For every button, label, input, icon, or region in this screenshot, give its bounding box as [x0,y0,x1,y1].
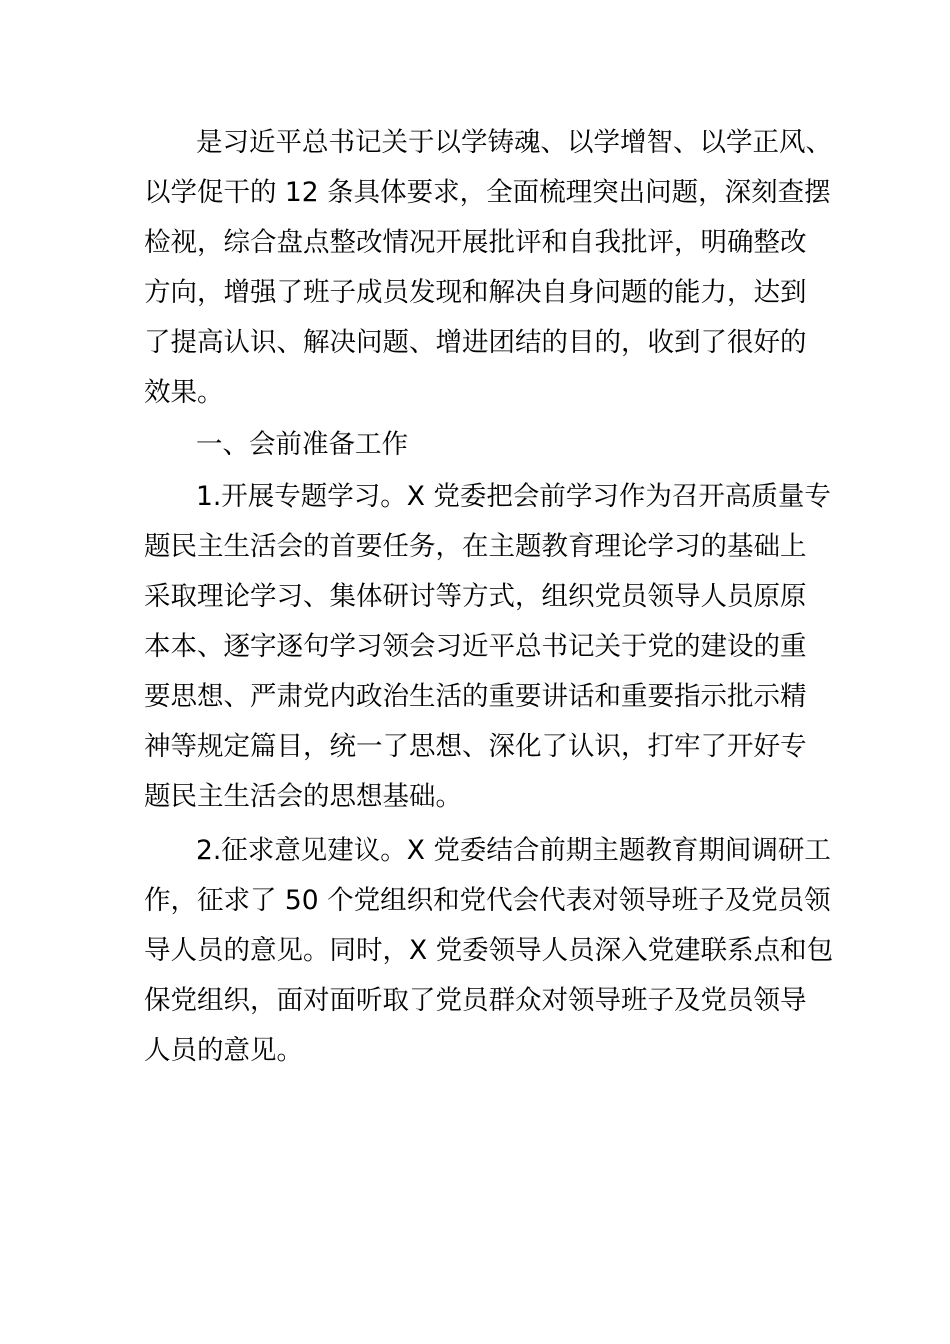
text-line: 检视，综合盘点整改情况开展批评和自我批评，明确整改 [144,227,807,258]
text-line: 以学促干的 12 条具体要求，全面梳理突出问题，深刻查摆 [144,177,831,208]
text-line: 2.征求意见建议。X 党委结合前期主题教育期间调研工 [196,835,831,866]
text-line: 题民主生活会的首要任务，在主题教育理论学习的基础上 [144,531,807,562]
text-line: 题民主生活会的思想基础。 [144,781,462,812]
text-line: 1.开展专题学习。X 党委把会前学习作为召开高质量专 [196,481,831,512]
text-line: 方向，增强了班子成员发现和解决自身问题的能力，达到 [144,277,807,308]
text-line: 导人员的意见。同时，X 党委领导人员深入党建联系点和包 [144,935,834,966]
text-line: 保党组织，面对面听取了党员群众对领导班子及党员领导 [144,985,807,1016]
text-line: 神等规定篇目，统一了思想、深化了认识，打牢了开好专 [144,731,807,762]
text-line: 作，征求了 50 个党组织和党代会代表对领导班子及党员领 [144,885,831,916]
text-line: 本本、逐字逐句学习领会习近平总书记关于党的建设的重 [144,631,807,662]
heading-text: 一、会前准备工作 [196,429,408,460]
text-line: 人员的意见。 [144,1035,303,1066]
text-line: 采取理论学习、集体研讨等方式，组织党员领导人员原原 [144,581,807,612]
text-line: 是习近平总书记关于以学铸魂、以学增智、以学正风、 [196,127,832,158]
text-line: 了提高认识、解决问题、增进团结的目的，收到了很好的 [144,327,807,358]
text-line: 要思想、严肃党内政治生活的重要讲话和重要指示批示精 [144,681,807,712]
text-line: 效果。 [144,377,224,408]
